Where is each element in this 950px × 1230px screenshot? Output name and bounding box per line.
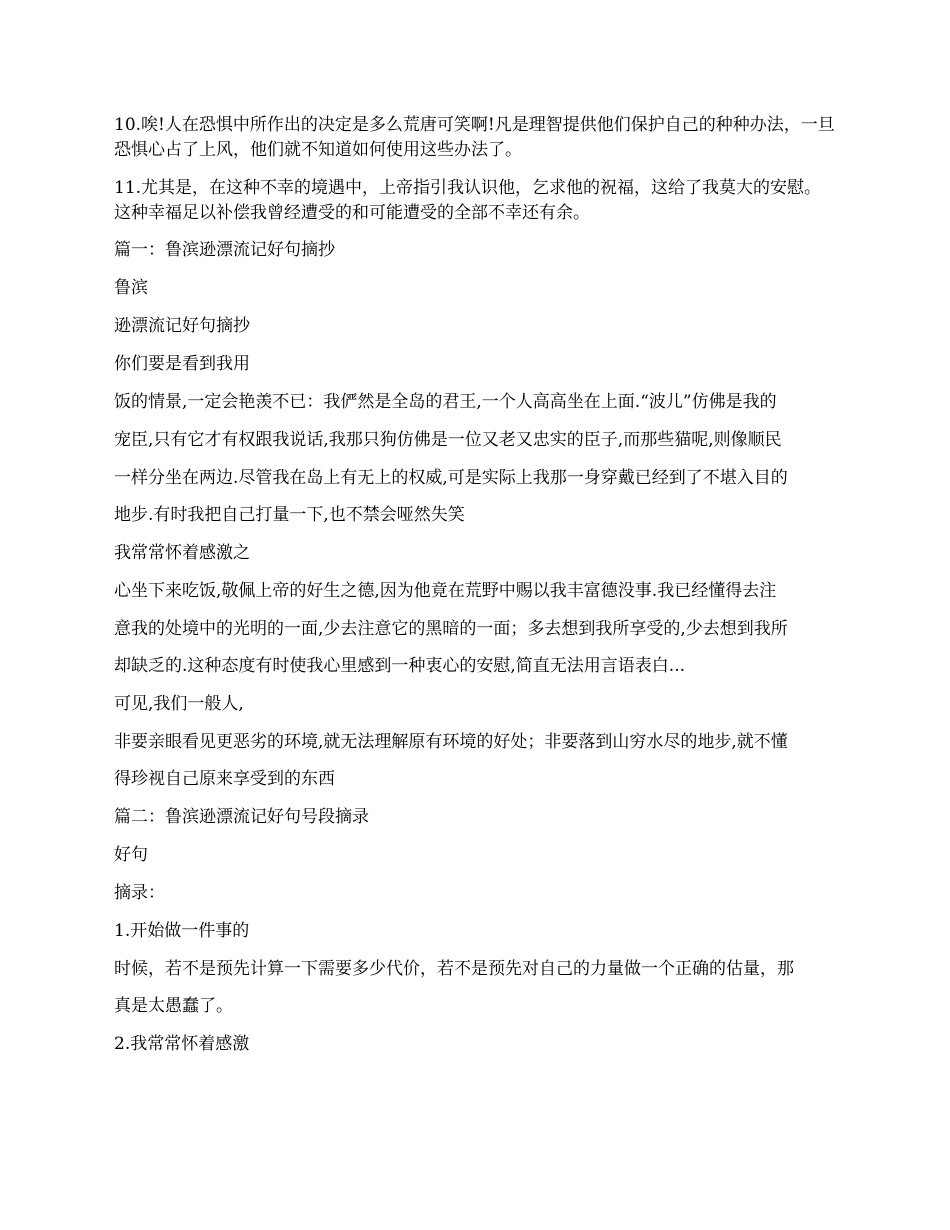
section-heading-part-two: 篇二：鲁滨逊漂流记好句号段摘录: [114, 807, 369, 827]
list-item-1: 1.开始做一件事的: [114, 921, 250, 941]
paragraph-quote-10: 10.唉!人在恐惧中所作出的决定是多么荒唐可笑啊!凡是理智提供他们保护自己的种种办法，一旦恐惧心占了上风，他们就不知道如何使用这些办法了。: [114, 115, 835, 160]
list-item-2: 2.我常常怀着感激: [114, 1034, 250, 1054]
paragraph-fragment: 可见,我们一般人,: [114, 694, 244, 714]
paragraph-line: 心坐下来吃饭,敬佩上帝的好生之德,因为他竟在荒野中赐以我丰富德没事.我已经懂得去注: [114, 581, 777, 601]
paragraph-fragment: 我常常怀着感激之: [114, 543, 250, 563]
paragraph-line: 却缺乏的.这种态度有时使我心里感到一种衷心的安慰,简直无法用言语表白...: [114, 656, 686, 676]
section-heading-part-one: 篇一：鲁滨逊漂流记好句摘抄: [114, 240, 335, 260]
paragraph-fragment: 鲁滨: [114, 278, 148, 298]
paragraph-line: 饭的情景,一定会艳羡不已：我俨然是全岛的君王,一个人高高坐在上面.“波儿”仿佛是我的: [114, 392, 777, 412]
paragraph-line: 一样分坐在两边.尽管我在岛上有无上的权威,可是实际上我那一身穿戴已经到了不堪入目的: [114, 468, 788, 488]
paragraph-fragment: 摘录：: [114, 883, 165, 903]
paragraph-line: 地步.有时我把自己打量一下,也不禁会哑然失笑: [114, 505, 465, 525]
paragraph-line: 真是太愚蠢了。: [114, 996, 233, 1016]
paragraph-fragment: 逊漂流记好句摘抄: [114, 316, 250, 336]
paragraph-fragment: 好句: [114, 845, 148, 865]
paragraph-fragment: 你们要是看到我用: [114, 354, 250, 374]
paragraph-line: 时候，若不是预先计算一下需要多少代价，若不是预先对自己的力量做一个正确的估量，那: [114, 959, 794, 979]
paragraph-line: 意我的处境中的光明的一面,少去注意它的黑暗的一面；多去想到我所享受的,少去想到我所: [114, 619, 788, 639]
paragraph-quote-11: 11.尤其是，在这种不幸的境遇中，上帝指引我认识他，乞求他的祝福，这给了我莫大的安慰。这种幸福足以补偿我曾经遭受的和可能遭受的全部不幸还有余。: [114, 178, 822, 223]
paragraph-line: 非要亲眼看见更恶劣的环境,就无法理解原有环境的好处；非要落到山穷水尽的地步,就不懂: [114, 732, 788, 752]
paragraph-line: 宠臣,只有它才有权跟我说话,我那只狗仿佛是一位又老又忠实的臣子,而那些猫呢,则像顺民: [114, 430, 782, 450]
paragraph-line: 得珍视自己原来享受到的东西: [114, 769, 335, 789]
